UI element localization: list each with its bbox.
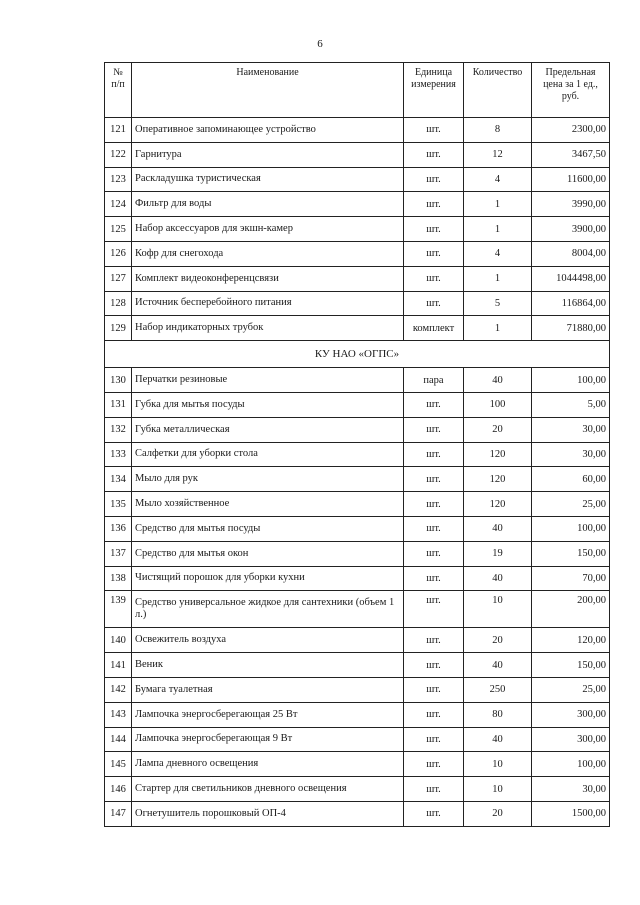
row-name: Лампочка энергосберегающая 25 Вт [132, 702, 404, 727]
row-unit: шт. [404, 801, 464, 826]
table-row [105, 566, 610, 591]
row-name: Средство для мытья посуды [132, 516, 404, 541]
row-name: Комплект видеоконференцсвязи [132, 266, 404, 291]
row-quantity: 40 [464, 566, 532, 591]
table-row [105, 677, 610, 702]
table-row [105, 217, 610, 242]
row-number: 135 [105, 492, 132, 517]
row-quantity: 19 [464, 541, 532, 566]
row-quantity: 1 [464, 217, 532, 242]
row-number: 127 [105, 266, 132, 291]
row-unit: шт. [404, 192, 464, 217]
row-quantity: 80 [464, 702, 532, 727]
row-name: Стартер для светильников дневного освещения [132, 777, 404, 802]
row-unit: шт. [404, 442, 464, 467]
row-unit: шт. [404, 266, 464, 291]
row-unit: шт. [404, 516, 464, 541]
row-unit: шт. [404, 217, 464, 242]
header-qty: Количество [464, 63, 532, 118]
table-row [105, 291, 610, 316]
row-price: 200,00 [532, 591, 610, 628]
row-quantity: 40 [464, 368, 532, 393]
row-unit: шт. [404, 591, 464, 628]
table-body [105, 118, 610, 827]
row-name: Губка металлическая [132, 417, 404, 442]
row-quantity: 100 [464, 392, 532, 417]
table-row [105, 591, 610, 628]
header-num: № п/п [105, 63, 132, 118]
row-name: Лампочка энергосберегающая 9 Вт [132, 727, 404, 752]
row-quantity: 20 [464, 417, 532, 442]
row-name: Кофр для снегохода [132, 241, 404, 266]
table-row [105, 442, 610, 467]
row-number: 138 [105, 566, 132, 591]
row-name: Салфетки для уборки стола [132, 442, 404, 467]
row-number: 146 [105, 777, 132, 802]
row-name: Источник бесперебойного питания [132, 291, 404, 316]
row-quantity: 10 [464, 752, 532, 777]
row-number: 145 [105, 752, 132, 777]
row-price: 25,00 [532, 677, 610, 702]
page-number: 6 [317, 38, 323, 50]
row-quantity: 8 [464, 118, 532, 143]
row-name: Перчатки резиновые [132, 368, 404, 393]
row-number: 130 [105, 368, 132, 393]
row-price: 300,00 [532, 702, 610, 727]
row-price: 3990,00 [532, 192, 610, 217]
row-quantity: 10 [464, 591, 532, 628]
row-number: 122 [105, 142, 132, 167]
row-price: 11600,00 [532, 167, 610, 192]
row-unit: шт. [404, 167, 464, 192]
row-price: 71880,00 [532, 316, 610, 341]
table-header-row [105, 63, 610, 118]
section-title: КУ НАО «ОГПС» [105, 341, 610, 368]
table-row [105, 316, 610, 341]
row-quantity: 1 [464, 266, 532, 291]
row-price: 70,00 [532, 566, 610, 591]
row-quantity: 4 [464, 241, 532, 266]
table-row [105, 192, 610, 217]
row-name: Набор аксессуаров для экшн-камер [132, 217, 404, 242]
row-unit: шт. [404, 492, 464, 517]
row-price: 60,00 [532, 467, 610, 492]
table-row [105, 417, 610, 442]
row-quantity: 1 [464, 192, 532, 217]
table-row [105, 142, 610, 167]
row-price: 120,00 [532, 628, 610, 653]
table-row [105, 492, 610, 517]
row-unit: шт. [404, 392, 464, 417]
table-row [105, 241, 610, 266]
row-unit: шт. [404, 702, 464, 727]
row-quantity: 120 [464, 442, 532, 467]
row-number: 129 [105, 316, 132, 341]
row-name: Раскладушка туристическая [132, 167, 404, 192]
row-number: 121 [105, 118, 132, 143]
row-price: 30,00 [532, 777, 610, 802]
row-name: Освежитель воздуха [132, 628, 404, 653]
row-price: 8004,00 [532, 241, 610, 266]
row-quantity: 20 [464, 628, 532, 653]
row-quantity: 120 [464, 492, 532, 517]
row-number: 143 [105, 702, 132, 727]
table-row [105, 702, 610, 727]
row-price: 3900,00 [532, 217, 610, 242]
row-number: 128 [105, 291, 132, 316]
row-price: 30,00 [532, 442, 610, 467]
table-row [105, 801, 610, 826]
row-price: 100,00 [532, 752, 610, 777]
row-unit: шт. [404, 291, 464, 316]
row-name: Мыло хозяйственное [132, 492, 404, 517]
row-price: 116864,00 [532, 291, 610, 316]
row-name: Гарнитура [132, 142, 404, 167]
row-name: Средство универсальное жидкое для сантехники (объем 1 л.) [132, 591, 404, 628]
row-number: 144 [105, 727, 132, 752]
row-name: Бумага туалетная [132, 677, 404, 702]
row-name: Чистящий порошок для уборки кухни [132, 566, 404, 591]
table-row [105, 653, 610, 678]
table-row [105, 752, 610, 777]
row-unit: шт. [404, 777, 464, 802]
row-price: 25,00 [532, 492, 610, 517]
row-number: 134 [105, 467, 132, 492]
row-name: Набор индикаторных трубок [132, 316, 404, 341]
row-quantity: 1 [464, 316, 532, 341]
row-name: Лампа дневного освещения [132, 752, 404, 777]
table-row [105, 467, 610, 492]
row-number: 136 [105, 516, 132, 541]
table-row [105, 727, 610, 752]
row-quantity: 40 [464, 727, 532, 752]
row-unit: шт. [404, 541, 464, 566]
row-price: 2300,00 [532, 118, 610, 143]
row-price: 100,00 [532, 368, 610, 393]
table-row [105, 368, 610, 393]
row-name: Средство для мытья окон [132, 541, 404, 566]
row-quantity: 120 [464, 467, 532, 492]
row-unit: шт. [404, 467, 464, 492]
table-row [105, 167, 610, 192]
table-row [105, 516, 610, 541]
row-price: 1500,00 [532, 801, 610, 826]
row-unit: шт. [404, 417, 464, 442]
row-quantity: 5 [464, 291, 532, 316]
header-name: Наименование [132, 63, 404, 118]
row-unit: шт. [404, 241, 464, 266]
row-quantity: 40 [464, 653, 532, 678]
row-number: 132 [105, 417, 132, 442]
row-unit: шт. [404, 677, 464, 702]
table-row [105, 266, 610, 291]
row-name: Мыло для рук [132, 467, 404, 492]
row-price: 150,00 [532, 653, 610, 678]
row-quantity: 40 [464, 516, 532, 541]
row-name: Фильтр для воды [132, 192, 404, 217]
row-number: 125 [105, 217, 132, 242]
row-price: 150,00 [532, 541, 610, 566]
row-price: 1044498,00 [532, 266, 610, 291]
row-unit: шт. [404, 142, 464, 167]
row-name: Веник [132, 653, 404, 678]
row-price: 300,00 [532, 727, 610, 752]
row-number: 126 [105, 241, 132, 266]
row-price: 3467,50 [532, 142, 610, 167]
row-number: 141 [105, 653, 132, 678]
row-number: 133 [105, 442, 132, 467]
row-number: 131 [105, 392, 132, 417]
table-row [105, 392, 610, 417]
row-name: Оперативное запоминающее устройство [132, 118, 404, 143]
row-quantity: 12 [464, 142, 532, 167]
row-quantity: 10 [464, 777, 532, 802]
table-row [105, 541, 610, 566]
row-number: 137 [105, 541, 132, 566]
row-number: 142 [105, 677, 132, 702]
price-table [104, 62, 610, 827]
row-number: 139 [105, 591, 132, 628]
row-quantity: 4 [464, 167, 532, 192]
row-number: 124 [105, 192, 132, 217]
row-number: 123 [105, 167, 132, 192]
table-row [105, 777, 610, 802]
row-quantity: 250 [464, 677, 532, 702]
row-number: 147 [105, 801, 132, 826]
header-unit: Единица измерения [404, 63, 464, 118]
table-row [105, 118, 610, 143]
row-unit: шт. [404, 727, 464, 752]
header-price: Предельная цена за 1 ед., руб. [532, 63, 610, 118]
table-row [105, 628, 610, 653]
row-unit: шт. [404, 752, 464, 777]
row-unit: пара [404, 368, 464, 393]
section-row [105, 341, 610, 368]
row-price: 30,00 [532, 417, 610, 442]
row-unit: шт. [404, 653, 464, 678]
row-quantity: 20 [464, 801, 532, 826]
row-name: Губка для мытья посуды [132, 392, 404, 417]
row-name: Огнетушитель порошковый ОП-4 [132, 801, 404, 826]
row-unit: шт. [404, 118, 464, 143]
row-price: 5,00 [532, 392, 610, 417]
row-price: 100,00 [532, 516, 610, 541]
row-unit: шт. [404, 628, 464, 653]
row-number: 140 [105, 628, 132, 653]
row-unit: шт. [404, 566, 464, 591]
row-unit: комплект [404, 316, 464, 341]
